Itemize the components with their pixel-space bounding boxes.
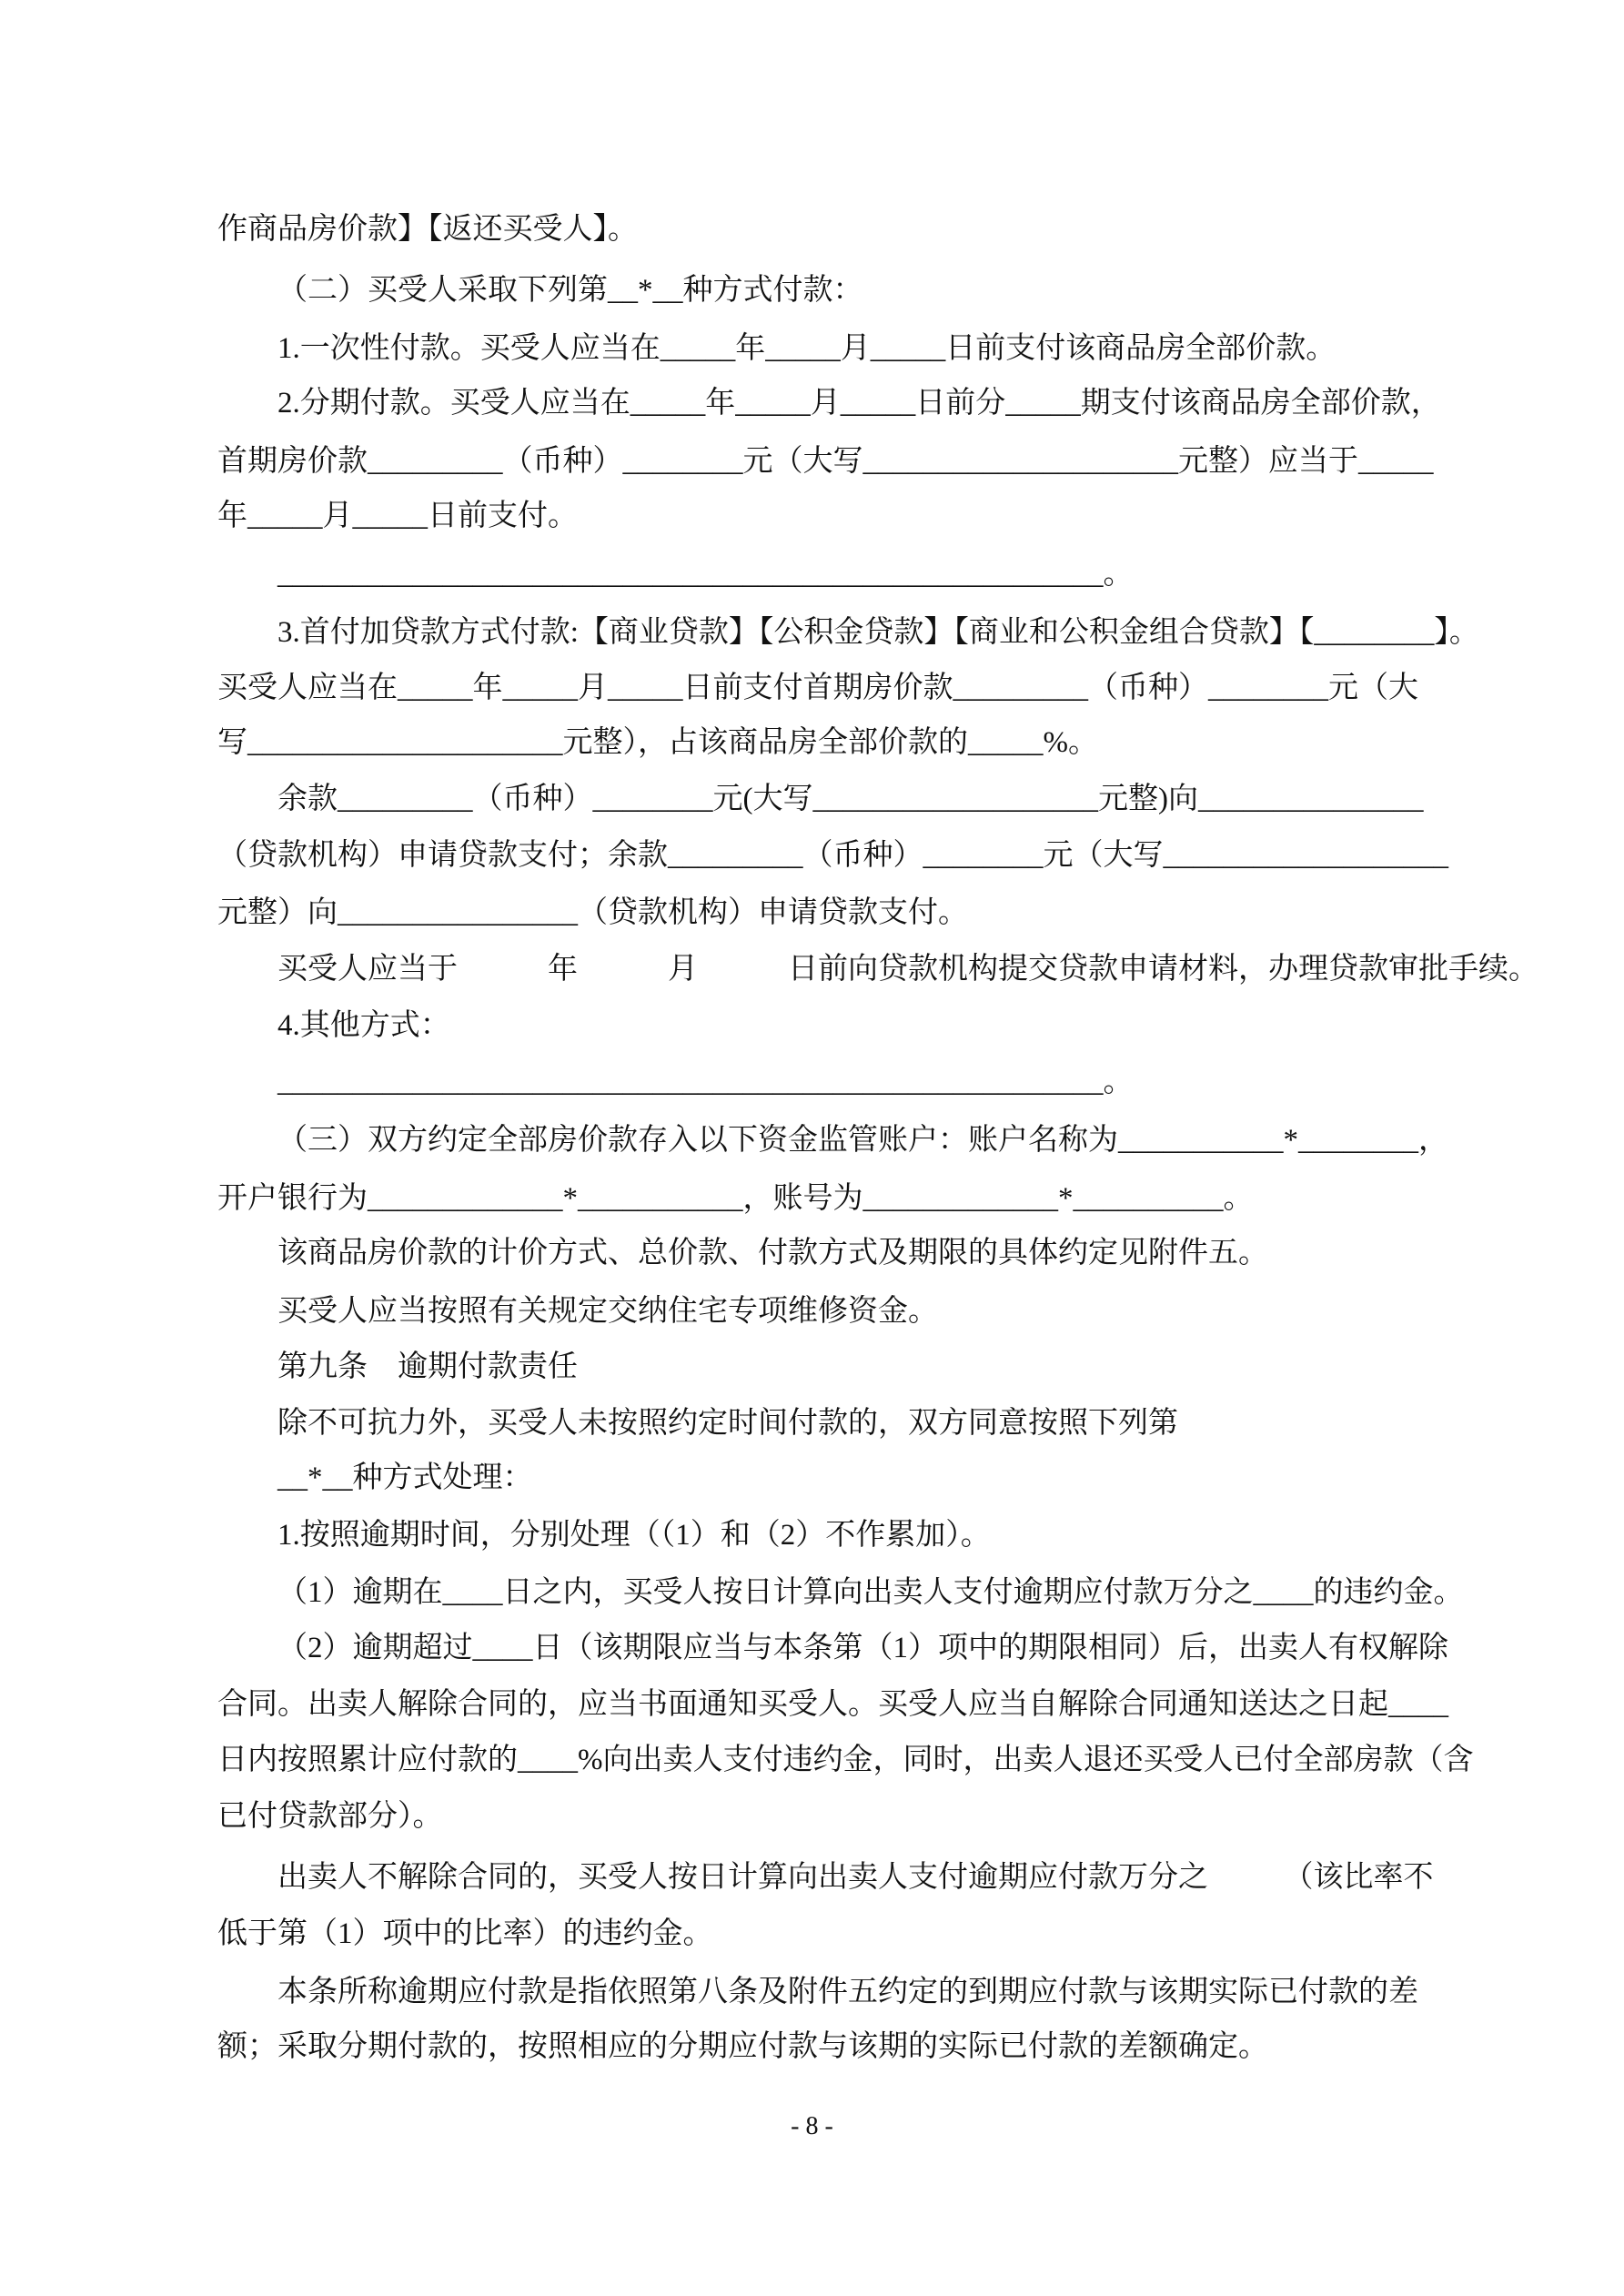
text-line: 首期房价款_________（币种）________元（大写_____________________元整）应当于_____ bbox=[217, 445, 1434, 478]
text-line: 本条所称逾期应付款是指依照第八条及附件五约定的到期应付款与该期实际已付款的差 bbox=[277, 1976, 1418, 2008]
text-line: 年_____月_____日前支付。 bbox=[217, 500, 578, 532]
text-line: 出卖人不解除合同的，买受人按日计算向出卖人支付逾期应付款万分之 （该比率不 bbox=[277, 1861, 1434, 1894]
section-heading: 第九条 逾期付款责任 bbox=[277, 1350, 578, 1383]
page-number: - 8 - bbox=[791, 2112, 833, 2140]
text-line: 4.其他方式： bbox=[277, 1009, 450, 1042]
text-line: 买受人应当在_____年_____月_____日前支付首期房价款_________（币种）________元（大 bbox=[217, 672, 1418, 704]
text-line: 已付贷款部分）。 bbox=[217, 1800, 443, 1833]
text-line: （三）双方约定全部房价款存入以下资金监管账户：账户名称为___________*________， bbox=[277, 1124, 1448, 1157]
text-line: 元整）向________________（贷款机构）申请贷款支付。 bbox=[217, 896, 968, 929]
text-line: 作商品房价款】【返还买受人】。 bbox=[217, 213, 638, 246]
text-line: 1.按照逾期时间，分别处理（（1）和（2）不作累加）。 bbox=[277, 1519, 991, 1552]
text-line: 余款_________（币种）________元(大写___________________元整)向_______________ bbox=[277, 783, 1424, 815]
text-line: （2）逾期超过____日（该期限应当与本条第（1）项中的期限相同）后，出卖人有权解除 bbox=[277, 1632, 1448, 1664]
text-line: 额；采取分期付款的，按照相应的分期应付款与该期的实际已付款的差额确定。 bbox=[217, 2030, 1268, 2063]
text-line: __*__种方式处理： bbox=[277, 1462, 533, 1494]
text-line: 除不可抗力外，买受人未按照约定时间付款的，双方同意按照下列第 bbox=[277, 1407, 1178, 1440]
text-line: 买受人应当按照有关规定交纳住宅专项维修资金。 bbox=[277, 1295, 938, 1328]
text-line: 1.一次性付款。买受人应当在_____年_____月_____日前支付该商品房全部价款。 bbox=[277, 332, 1337, 365]
text-line: 合同。出卖人解除合同的，应当书面通知买受人。买受人应当自解除合同通知送达之日起____ bbox=[217, 1688, 1448, 1721]
text-line: 低于第（1）项中的比率）的违约金。 bbox=[217, 1917, 713, 1950]
text-line: 3.首付加贷款方式付款:【商业贷款】【公积金贷款】【商业和公积金组合贷款】【________】。 bbox=[277, 616, 1479, 649]
text-line: 2.分期付款。买受人应当在_____年_____月_____日前分_____期支付该商品房全部价款， bbox=[277, 387, 1441, 420]
text-line: 日内按照累计应付款的____%向出卖人支付违约金，同时，出卖人退还买受人已付全部房款（含 bbox=[217, 1744, 1474, 1776]
text-line: 开户银行为_____________*___________，账号为_____________*__________。 bbox=[217, 1182, 1254, 1215]
text-line: _______________________________________________________。 bbox=[277, 558, 1134, 591]
text-line: 该商品房价款的计价方式、总价款、付款方式及期限的具体约定见附件五。 bbox=[277, 1237, 1268, 1269]
text-line: 买受人应当于 年 月 日前向贷款机构提交贷款申请材料，办理贷款审批手续。 bbox=[277, 953, 1538, 986]
text-line: （二）买受人采取下列第__*__种方式付款： bbox=[277, 274, 863, 307]
text-line: （1）逾期在____日之内，买受人按日计算向出卖人支付逾期应付款万分之____的违约金。 bbox=[277, 1576, 1464, 1609]
text-line: （贷款机构）申请贷款支付；余款_________（币种）________元（大写___________________ bbox=[217, 839, 1448, 872]
text-line: _______________________________________________________。 bbox=[277, 1066, 1134, 1098]
text-line: 写_____________________元整），占该商品房全部价款的_____%。 bbox=[217, 726, 1098, 759]
